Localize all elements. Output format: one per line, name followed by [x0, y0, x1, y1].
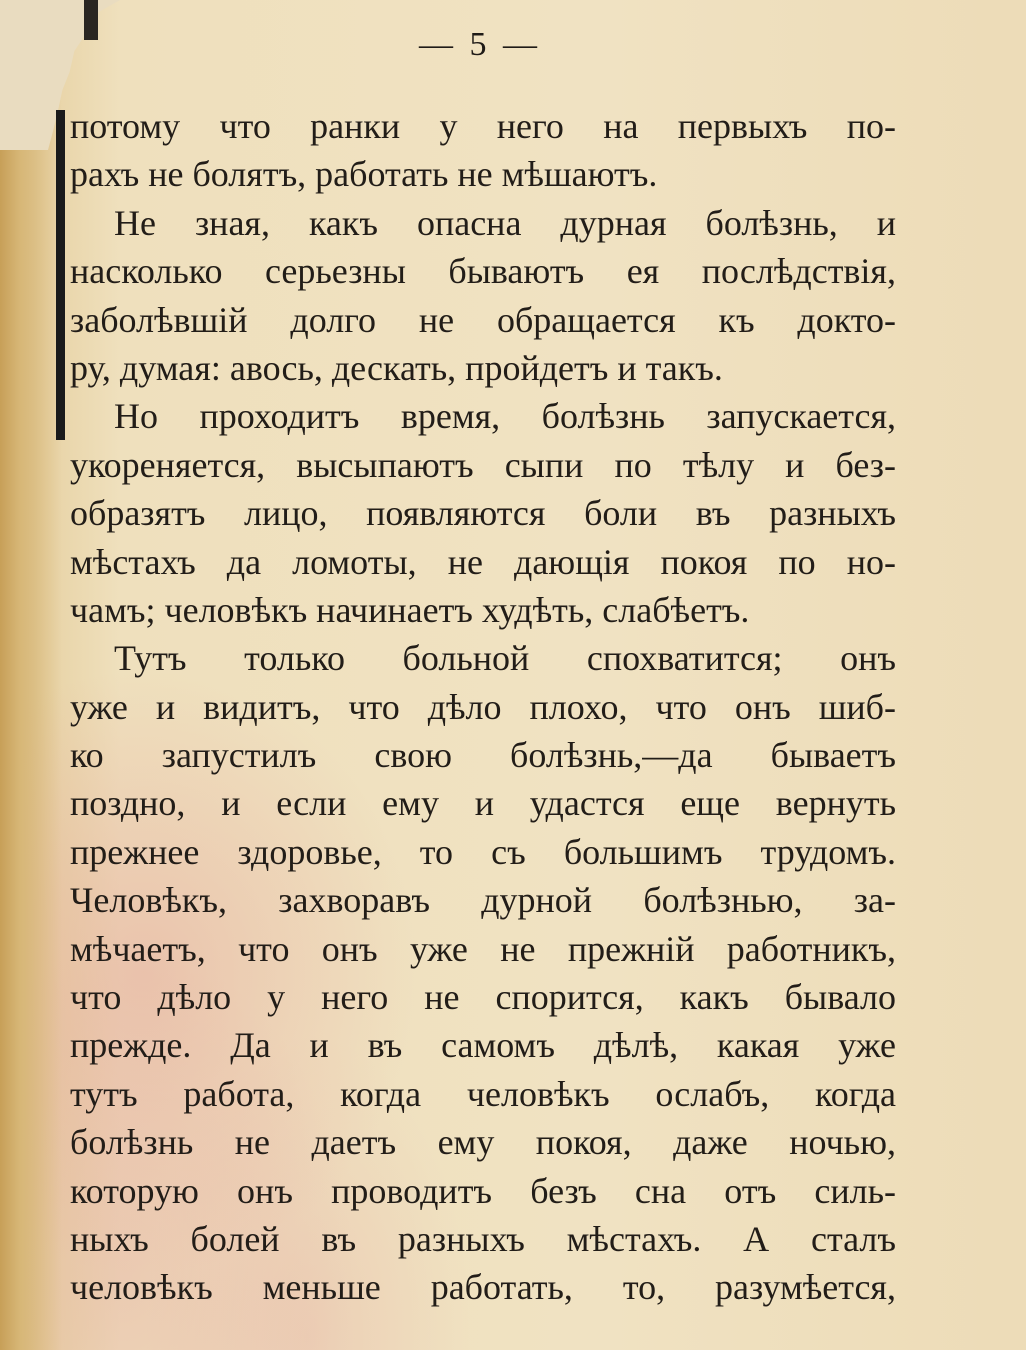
text-line: укореняется, высыпаютъ сыпи по тѣлу и без-: [70, 444, 896, 485]
text-line: ныхъ болей въ разныхъ мѣстахъ. А сталъ: [70, 1218, 896, 1259]
text-line: прежнее здоровье, то съ большимъ трудомъ.: [70, 831, 896, 872]
text-line: тутъ работа, когда человѣкъ ослабъ, когда: [70, 1073, 896, 1114]
text-line: насколько серьезны бываютъ ея послѣдствія,: [70, 251, 896, 292]
text-line: рахъ не болятъ, работать не мѣшаютъ.: [70, 154, 658, 195]
text-line: человѣкъ меньше работать, то, разумѣется,: [70, 1267, 896, 1308]
text-line: Тутъ только больной спохватится; онъ: [114, 638, 896, 679]
text-line: мѣчаетъ, что онъ уже не прежній работникъ,: [70, 928, 896, 969]
text-line: прежде. Да и въ самомъ дѣлѣ, какая уже: [70, 1025, 896, 1066]
text-line: мѣстахъ да ломоты, не дающія покоя по но-: [70, 541, 896, 582]
text-line: потому что ранки у него на первыхъ по-: [70, 106, 896, 146]
body-text: [70, 102, 896, 1312]
text-line: что дѣло у него не спорится, какъ бывало: [70, 977, 896, 1018]
binding-shadow: [56, 110, 65, 440]
text-line: ко запустилъ свою болѣзнь,—да бываетъ: [70, 735, 896, 776]
text-line: уже и видитъ, что дѣло плохо, что онъ шиб-: [70, 686, 896, 727]
text-line: болѣзнь не даетъ ему покоя, даже ночью,: [70, 1122, 896, 1163]
text-line: образятъ лицо, появляются боли въ разныхъ: [70, 493, 896, 534]
text-line: поздно, и если ему и удастся еще вернуть: [70, 783, 896, 824]
text-line: ру, думая: авось, дескать, пройдетъ и такъ.: [70, 347, 723, 388]
text-line: Человѣкъ, захворавъ дурной болѣзнью, за-: [70, 880, 896, 921]
text-line: заболѣвшій долго не обращается къ докто-: [70, 299, 896, 340]
text-line: Не зная, какъ опасна дурная болѣзнь, и: [114, 202, 896, 243]
text-line: чамъ; человѣкъ начинаетъ худѣть, слабѣетъ.: [70, 589, 750, 630]
page-binding-edge: [0, 0, 62, 1350]
text-line: которую онъ проводитъ безъ сна отъ силь-: [70, 1170, 896, 1211]
text-line: Но проходитъ время, болѣзнь запускается,: [114, 396, 896, 437]
page-number: — 5 —: [419, 26, 541, 63]
